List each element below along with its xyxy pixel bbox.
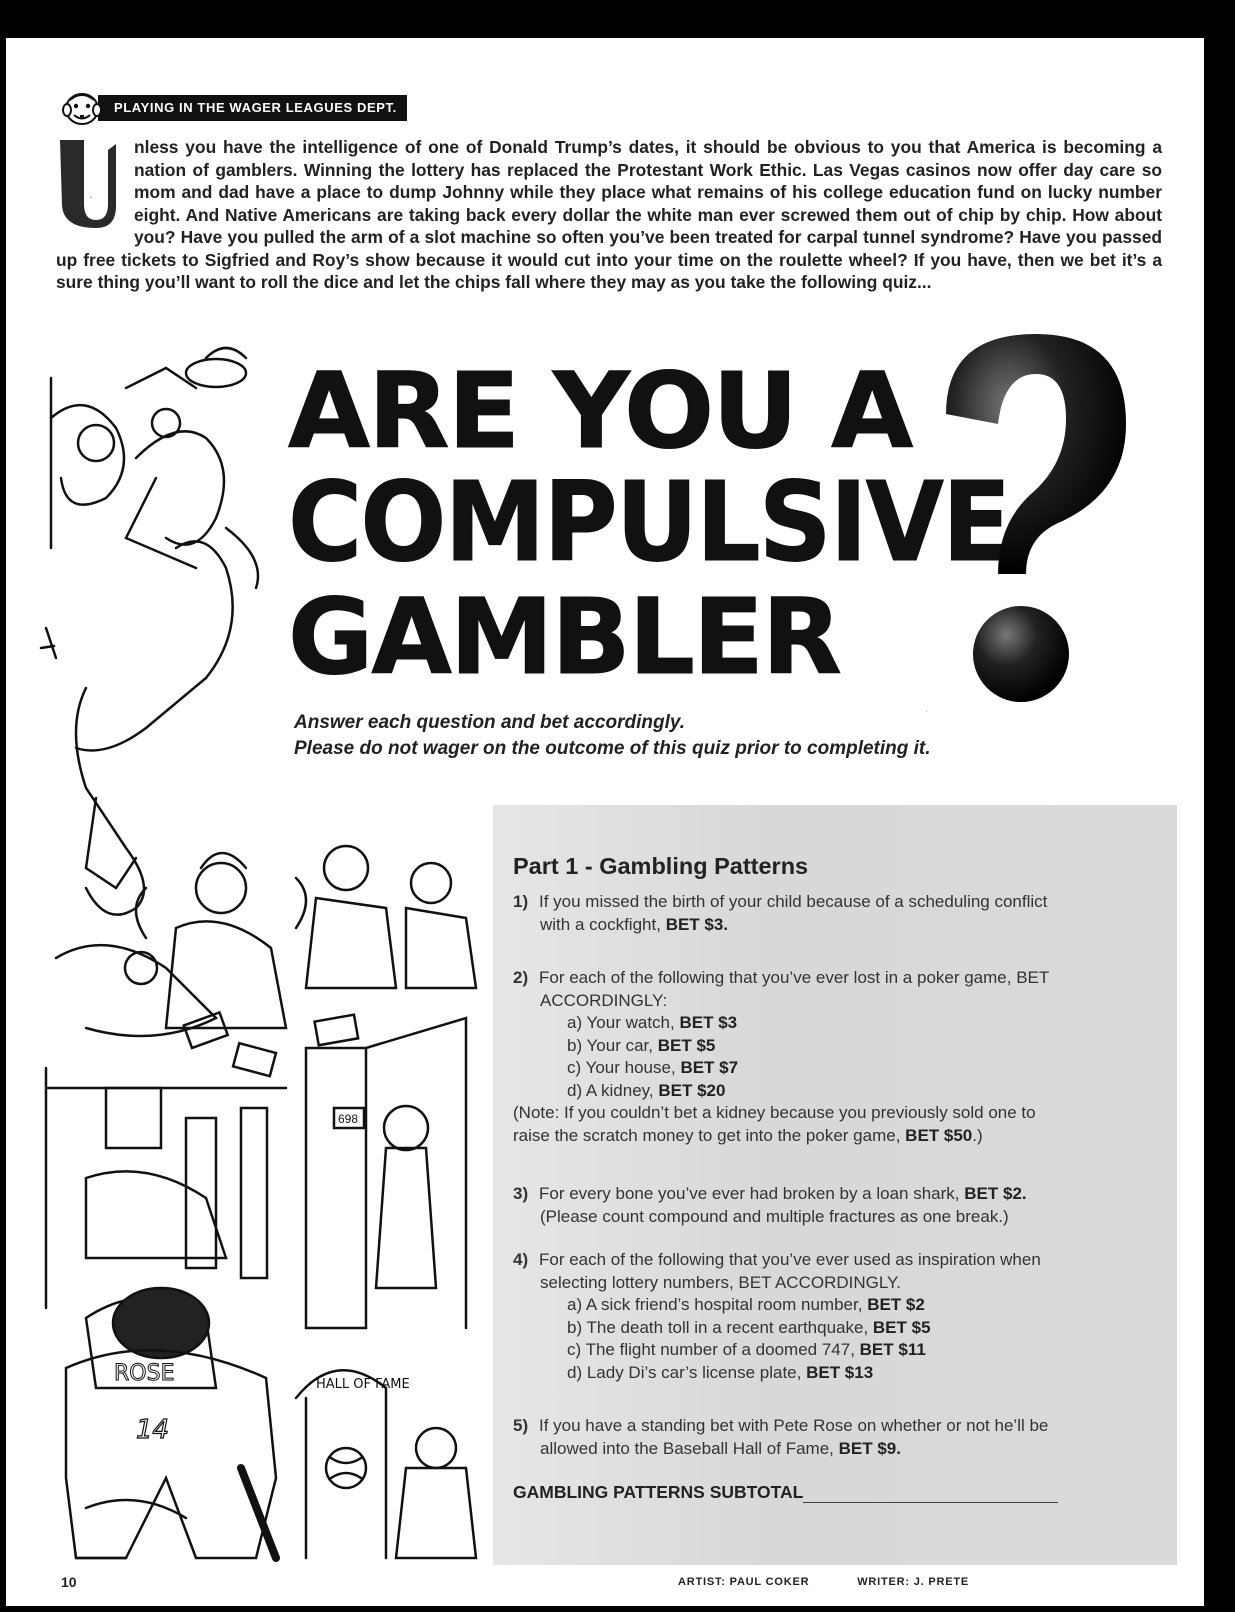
subtitle-line-2: Please do not wager on the outcome of this quiz prior to completing it.: [294, 738, 931, 759]
question-2: 2) For each of the following that you’ve ever lost in a poker game, BET ACCORDINGLY: a) Your watch, BET $3 b) Your car, BET $5 c) Your house, BET $7 d) A kidney, BET $20 (Note: If you couldn’t bet a kidney because you previously sold one to raise the scratch money to get into the poker game, BET $50.): [513, 968, 1050, 1145]
intro-text: nless you have the intelligence of one of Donald Trump’s dates, it should be obvious to you that America is becoming a nation of gamblers. Winning the lottery has replaced the Protestant Work Ethic. Las Vegas casinos now offer day care so mom and dad have a place to dump Johnny while they place what remains of his college education fund on lucky number eight. And Native Americans are taking back every dollar the white man ever screwed them out of chip by chip. How about you? Have you pulled the arm of a slot machine so often you’ve been treated for carpal tunnel syndrome? Have you passed up free tickets to Sigfried and Roy’s show because it would cut into your time on the roulette wheel? If you have, then we bet it’s a sure thing you’ll want to roll the dice and let the chips fall where they may as you take the following quiz...: [56, 137, 1162, 292]
quiz-panel: [493, 805, 1177, 1565]
list-item: a) A sick friend’s hospital room number, BET $2: [567, 1295, 925, 1314]
room-number-sign: 698: [338, 1112, 359, 1126]
svg-text:U: U: [90, 197, 92, 199]
hall-of-fame-sign: HALL OF FAME: [316, 1377, 410, 1392]
credits: [678, 1576, 1013, 1588]
department-label: PLAYING IN THE WAGER LEAGUES DEPT.: [98, 95, 407, 121]
list-item: d) Lady Di’s car’s license plate, BET $13: [567, 1362, 874, 1382]
title-line-3: GAMBLER: [288, 576, 841, 698]
subtotal-field[interactable]: [513, 1482, 1058, 1503]
subtotal-blank-line[interactable]: [803, 1484, 1058, 1503]
department-header: [62, 88, 407, 128]
list-item: d) A kidney, BET $20: [567, 1080, 726, 1100]
list-item: b) Your car, BET $5: [567, 1035, 716, 1055]
question-1: 1) If you missed the birth of your child because of a scheduling conflict with a cockfight, BET $3.: [513, 892, 1048, 934]
list-item: b) The death toll in a recent earthquake, BET $5: [567, 1317, 931, 1337]
question-5: 5) If you have a standing bet with Pete Rose on whether or not he’ll be allowed into the Baseball Hall of Fame, BET $9.: [513, 1416, 1049, 1458]
jersey-number: 14: [136, 1415, 170, 1445]
title-line-1: ARE YOU A: [288, 350, 912, 472]
subtotal-label: GAMBLING PATTERNS SUBTOTAL: [513, 1482, 804, 1502]
jersey-name: ROSE: [114, 1361, 175, 1386]
quiz-subtitle: [294, 710, 931, 762]
page-number: 10: [61, 1574, 77, 1590]
question-4: 4) For each of the following that you’ve ever used as inspiration when selecting lottery numbers, BET ACCORDINGLY. a) A sick friend’s hospital room number, BET $2 b) The death toll in a recent earthquake, BET $5 c) The flight number of a doomed 747, BET $11 d) Lady Di’s car’s license plate, BET $13: [513, 1250, 1041, 1382]
artist-credit: ARTIST: PAUL COKER: [678, 1576, 810, 1588]
question-3: 3) For every bone you’ve ever had broken by a loan shark, BET $2. (Please count compound and multiple fractures as one break.): [513, 1184, 1027, 1226]
question-mark-graphic: [926, 334, 1126, 714]
part-heading: Part 1 - Gambling Patterns: [513, 853, 809, 879]
svg-text:?: ?: [926, 711, 928, 713]
list-item: a) Your watch, BET $3: [567, 1013, 738, 1032]
writer-credit: WRITER: J. PRETE: [857, 1576, 970, 1588]
title-line-2: COMPULSIVE: [288, 458, 1010, 586]
drop-cap-letter: [56, 138, 126, 230]
intro-paragraph: [56, 136, 1162, 294]
magazine-page: [6, 38, 1204, 1606]
mascot-face-icon: [62, 88, 102, 128]
subtitle-line-1: Answer each question and bet accordingly.: [294, 712, 685, 733]
list-item: c) Your house, BET $7: [567, 1058, 739, 1077]
list-item: c) The flight number of a doomed 747, BET $11: [567, 1340, 926, 1359]
